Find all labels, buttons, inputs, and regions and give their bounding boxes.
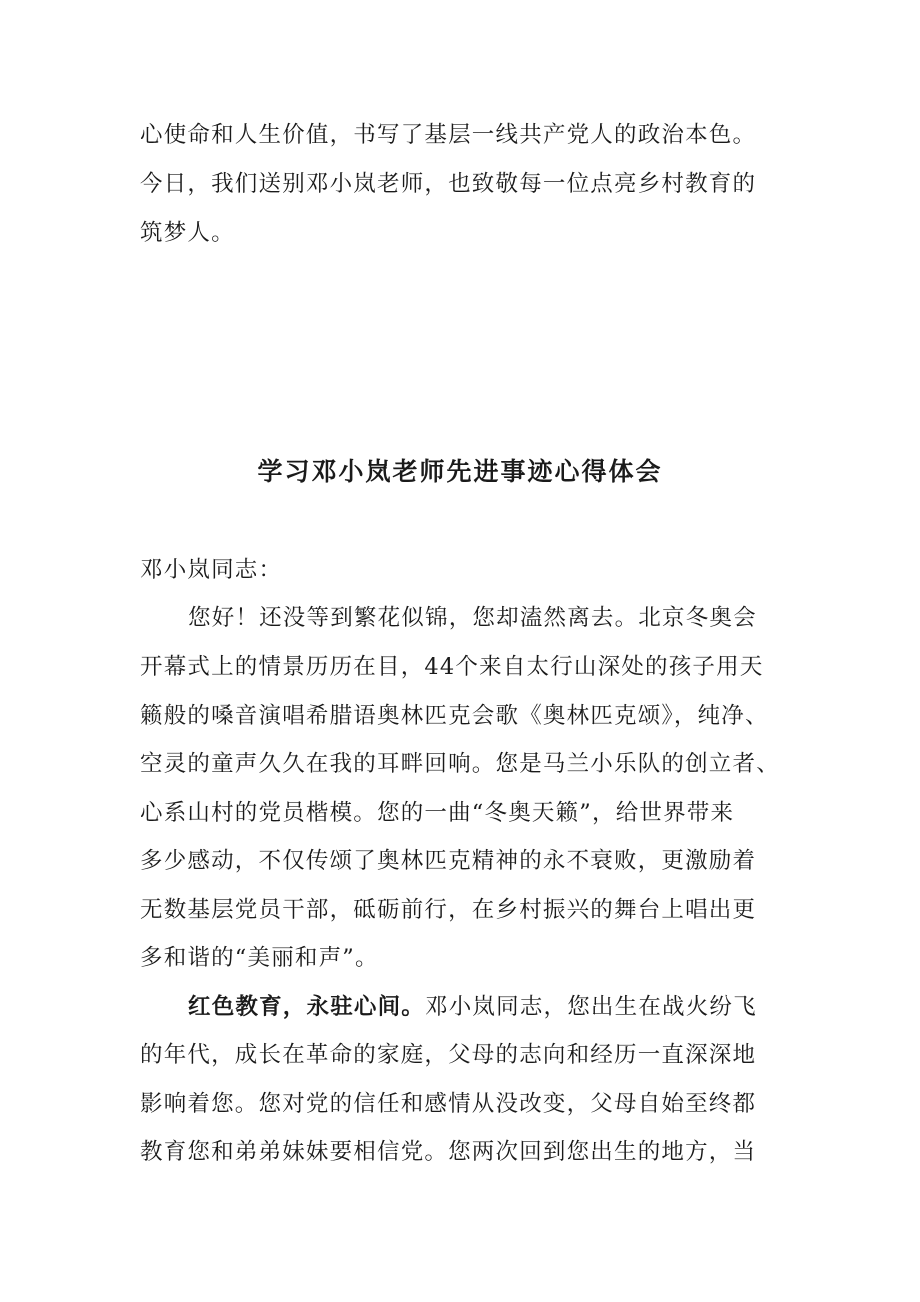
paragraph2-line-3: 影响着您。您对党的信任和感情从没改变，父母自始至终都 <box>140 1091 757 1117</box>
paragraph2-heading: 红色教育，永驻心间。 <box>188 994 426 1020</box>
intro-line-2: 今日，我们送别邓小岚老师，也致敬每一位点亮乡村教育的 <box>140 171 757 197</box>
article-title: 学习邓小岚老师先进事迹心得体会 <box>257 457 663 486</box>
paragraph2-line-2: 的年代，成长在革命的家庭，父母的志向和经历一直深深地 <box>140 1042 757 1068</box>
intro-line-1: 心使命和人生价值，书写了基层一线共产党人的政治本色。 <box>140 122 757 148</box>
intro-line-3: 筑梦人。 <box>140 220 235 246</box>
paragraph1-line-7: 无数基层党员干部，砥砺前行，在乡村振兴的舞台上唱出更 <box>140 897 757 923</box>
paragraph1-line-4: 空灵的童声久久在我的耳畔回响。您是马兰小乐队的创立者、 <box>140 751 780 777</box>
paragraph2-line-4: 教育您和弟弟妹妹要相信党。您两次回到您出生的地方，当 <box>140 1139 757 1165</box>
paragraph1-line-3: 籁般的嗓音演唱希腊语奥林匹克会歌《奥林匹克颂》，纯净、 <box>140 703 769 729</box>
paragraph1-line-1: 您好！还没等到繁花似锦，您却溘然离去。北京冬奥会 <box>188 605 757 631</box>
paragraph1-line-8: 多和谐的“美丽和声”。 <box>140 945 379 971</box>
salutation: 邓小岚同志： <box>140 557 283 583</box>
paragraph2-first-line-rest: 邓小岚同志，您出生在战火纷飞 <box>425 994 757 1020</box>
paragraph1-line-2: 开幕式上的情景历历在目，44个来自太行山深处的孩子用天 <box>140 654 764 680</box>
paragraph1-line-6: 多少感动，不仅传颂了奥林匹克精神的永不衰败，更激励着 <box>140 848 757 874</box>
paragraph2-line-1 <box>188 992 790 1022</box>
paragraph1-line-5: 心系山村的党员楷模。您的一曲“冬奥天籁”，给世界带来 <box>140 800 735 826</box>
